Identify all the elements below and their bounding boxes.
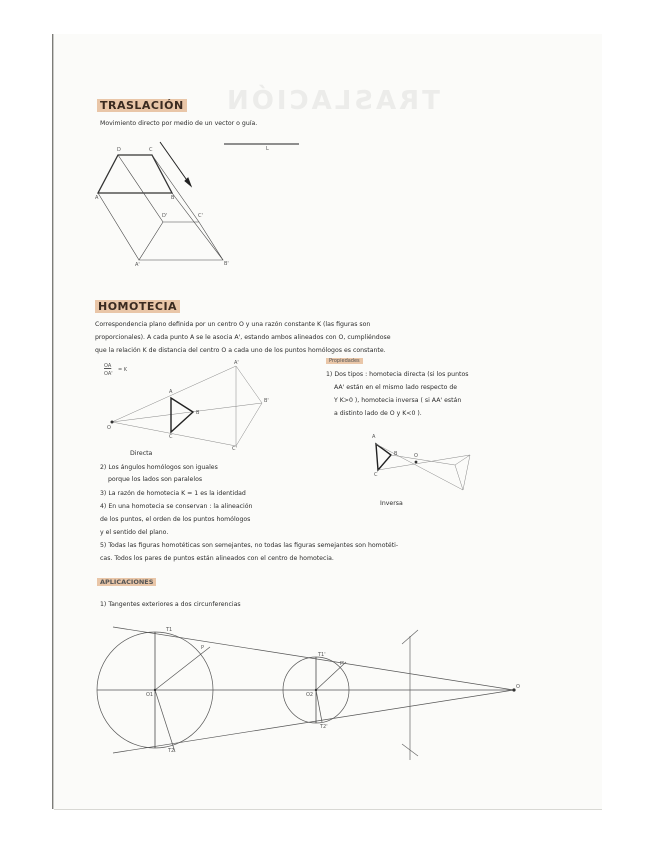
item-5-line-2: cas. Todos los pares de puntos están alineados con el centro de homotecia. bbox=[100, 555, 334, 562]
inverse-label-b: B bbox=[394, 451, 398, 457]
direct-label-b: B bbox=[196, 410, 200, 416]
direct-label-b-prime: B' bbox=[264, 398, 269, 404]
tangent-point-t1: T1 bbox=[166, 627, 173, 633]
point-p-prime: P' bbox=[340, 661, 345, 667]
center-o2: O2 bbox=[306, 692, 314, 698]
inverse-triangle-image bbox=[455, 455, 470, 490]
original-trapezoid bbox=[98, 155, 172, 193]
point-p: P bbox=[201, 645, 205, 651]
vertex-c-prime: C' bbox=[198, 213, 203, 219]
tangent-point-t2-prime: T2' bbox=[320, 724, 328, 730]
directa-caption: Directa bbox=[130, 450, 153, 457]
vertex-a-prime: A' bbox=[135, 262, 140, 268]
item-2-line-1: 2) Los ángulos homólogos son iguales bbox=[100, 464, 218, 471]
section-title-homotecia: HOMOTECIA bbox=[95, 300, 180, 313]
propiedades-label: Propiedades bbox=[326, 358, 363, 364]
homotecia-line-2: proporcionales). A cada punto A se le asocia A', estando ambos alineados con O, cumpliéndose bbox=[95, 334, 391, 341]
item-4-line-2: de los puntos, el orden de los puntos homólogos bbox=[100, 516, 251, 523]
inverse-label-c: C bbox=[374, 472, 378, 478]
direct-label-a: A bbox=[169, 389, 173, 395]
section-title-aplicaciones: APLICACIONES bbox=[97, 578, 156, 586]
tangent-upper bbox=[113, 627, 514, 690]
item-2-line-2: porque los lados son paralelos bbox=[108, 476, 203, 483]
direct-label-a-prime: A' bbox=[234, 360, 239, 366]
bleed-through-text: TRASLACIÓN bbox=[224, 86, 440, 116]
vertex-c: C bbox=[149, 147, 153, 153]
inversa-caption: Inversa bbox=[380, 500, 403, 507]
aplicaciones-item-1: 1) Tangentes exteriores a dos circunferencias bbox=[100, 601, 241, 608]
inverse-label-a: A bbox=[372, 434, 376, 440]
homotecia-line-1: Correspondencia plano definida por un centro O y una razón constante K (las figuras son bbox=[95, 321, 371, 328]
tangent-point-t2: T2 bbox=[168, 748, 175, 754]
center-o1: O1 bbox=[146, 692, 154, 698]
homotecia-line-3: que la relación K de distancia del centro O a cada uno de los puntos homólogos es constante. bbox=[95, 347, 386, 354]
vertex-b: B bbox=[171, 195, 175, 201]
property-1-line-1: 1) Dos tipos : homotecia directa (si los puntos bbox=[326, 371, 469, 378]
inverse-label-o: O bbox=[414, 453, 418, 459]
tangent-point-t1-prime: T1' bbox=[318, 652, 326, 658]
homothetic-triangle-small bbox=[171, 398, 193, 432]
vector-label: L bbox=[266, 146, 269, 152]
item-3: 3) La razón de homotecia K = 1 es la identidad bbox=[100, 490, 246, 497]
item-4-line-1: 4) En una homotecia se conservan : la alineación bbox=[100, 503, 253, 510]
tangent-lower bbox=[113, 690, 514, 753]
formula-denominator: OA' bbox=[104, 371, 113, 377]
formula-equals-k: = K bbox=[118, 367, 128, 373]
item-5-line-1: 5) Todas las figuras homotéticas son semejantes, no todas las figuras semejantes son homotéti- bbox=[100, 542, 399, 549]
homothety-center-o: O bbox=[516, 684, 520, 690]
item-4-line-3: y el sentido del plano. bbox=[100, 529, 169, 536]
direct-label-c-prime: C' bbox=[232, 446, 237, 452]
vertex-d: D bbox=[117, 147, 121, 153]
vertex-d-prime: D' bbox=[162, 213, 168, 219]
direct-label-o: O bbox=[107, 425, 111, 431]
section-title-traslacion: TRASLACIÓN bbox=[97, 99, 187, 112]
property-1-line-3: Y K>0 ), homotecia inversa ( si AA' están bbox=[334, 397, 462, 404]
property-1-line-2: AA' están en el mismo lado respecto de bbox=[334, 384, 458, 391]
translated-trapezoid bbox=[139, 222, 223, 260]
formula-numerator: OA bbox=[104, 363, 112, 369]
property-1-line-4: a distinto lado de O y K<0 ). bbox=[334, 410, 422, 417]
vertex-b-prime: B' bbox=[224, 261, 229, 267]
traslacion-description: Movimiento directo por medio de un vector o guía. bbox=[100, 120, 258, 127]
direct-label-c: C bbox=[169, 434, 173, 440]
vertex-a: A bbox=[95, 195, 99, 201]
